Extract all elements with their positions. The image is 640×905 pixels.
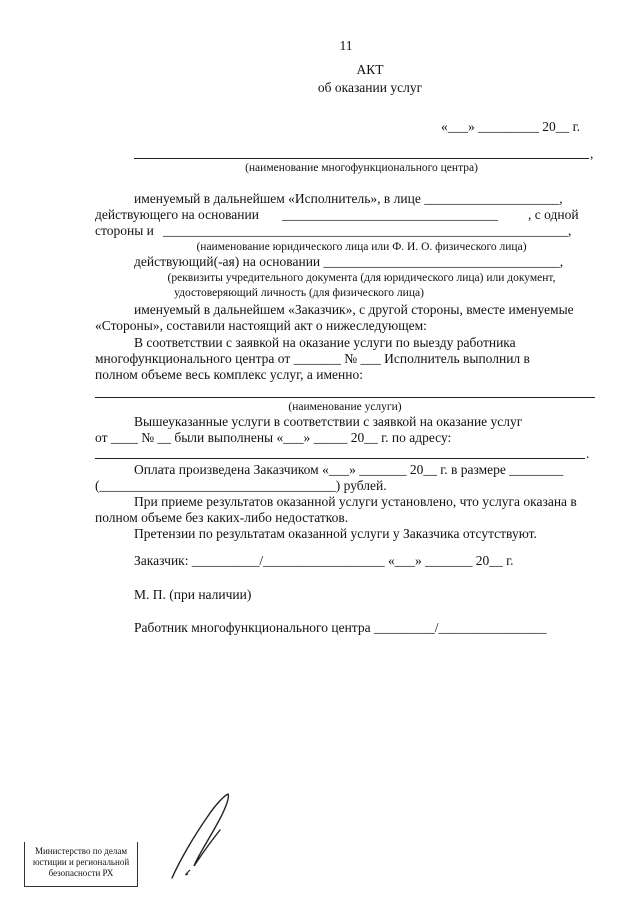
- party-label: стороны и: [95, 223, 154, 238]
- page-number: 11: [339, 38, 353, 53]
- service-name-line: [95, 397, 595, 398]
- customer-line: именуемый в дальнейшем «Заказчик», с другой стороны, вместе именуемые: [134, 302, 574, 317]
- executor-line: именуемый в дальнейшем «Исполнитель», в лице ____________________,: [134, 191, 563, 206]
- document-subtitle: об оказании услуг: [317, 80, 423, 95]
- acting-basis-line: действующий(-ая) на основании ___________________________________,: [134, 254, 564, 269]
- no-claims-line: Претензии по результатам оказанной услуги у Заказчика отсутствуют.: [134, 526, 537, 541]
- stamp-place-label: М. П. (при наличии): [134, 587, 252, 602]
- requisites-caption-2: удостоверяющий личность (для физического лица): [174, 287, 424, 299]
- request-line-1: В соответствии с заявкой на оказание услуги по выезду работника: [134, 335, 516, 350]
- document-title: АКТ: [356, 62, 384, 77]
- basis-label: действующего на основании: [95, 207, 259, 222]
- party-blank: ____________________________________________________________,: [163, 223, 572, 238]
- requisites-caption-1: (реквизиты учредительного документа (для юридического лица) или документ,: [167, 272, 556, 284]
- request-line-2: многофункционального центра от _______ № ___ Исполнитель выполнил в: [95, 351, 530, 366]
- document-date: «___» _________ 20__ г.: [441, 119, 581, 134]
- address-line: [95, 458, 585, 459]
- payment-amount-line: (___________________________________) рублей.: [95, 478, 387, 493]
- mfc-caption: (наименование многофункционального центра): [245, 162, 478, 174]
- ministry-stamp: [24, 842, 138, 887]
- worker-signature-line: Работник многофункционального центра _________/________________: [134, 620, 547, 635]
- party-caption: (наименование юридического лица или Ф. И. О. физического лица): [196, 241, 527, 253]
- side-label: , с одной: [528, 207, 579, 222]
- parties-line: «Стороны», составили настоящий акт о нижеследующем:: [95, 318, 427, 333]
- mfc-name-line: [134, 158, 589, 159]
- stamp-line-1: Министерство по делам: [34, 846, 128, 856]
- customer-signature-line: Заказчик: __________/__________________ «___» _______ 20__ г.: [134, 553, 514, 568]
- services-done-line-2: от ____ № __ были выполнены «___» _____ 20__ г. по адресу:: [95, 430, 452, 445]
- payment-line: Оплата произведена Заказчиком «___» _______ 20__ г. в размере ________: [134, 462, 564, 477]
- request-line-3: полном объеме весь комплекс услуг, а именно:: [95, 367, 364, 382]
- services-done-line-1: Вышеуказанные услуги в соответствии с заявкой на оказание услуг: [134, 414, 523, 429]
- basis-blank: ________________________________: [282, 207, 498, 222]
- service-caption: (наименование услуги): [288, 401, 402, 413]
- stamp-line-3: безопасности РХ: [48, 868, 114, 878]
- stamp-line-2: юстиции и региональной: [32, 857, 130, 867]
- acceptance-line-2: полном объеме без каких-либо недостатков.: [95, 510, 349, 525]
- acceptance-line-1: При приеме результатов оказанной услуги установлено, что услуга оказана в: [134, 494, 577, 509]
- mfc-name-comma: ,: [590, 146, 594, 161]
- handwritten-signature: [150, 790, 240, 885]
- address-end: .: [586, 446, 590, 461]
